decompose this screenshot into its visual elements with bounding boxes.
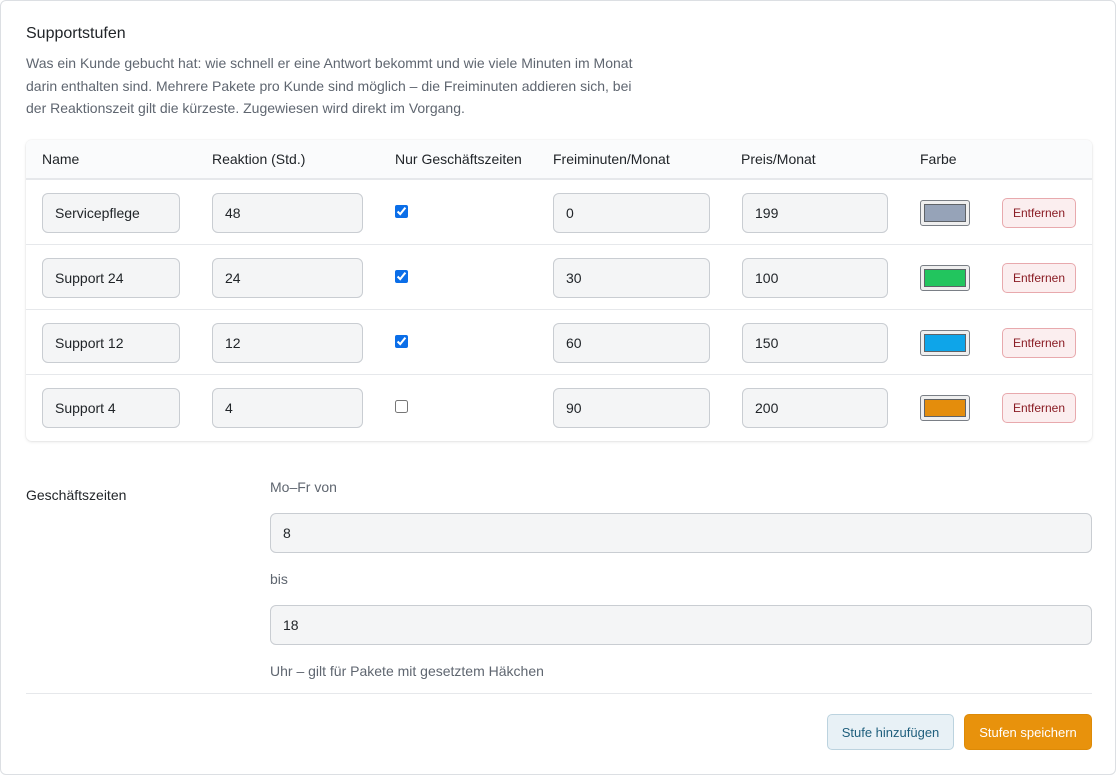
tiers-table xyxy=(26,140,1092,441)
header-business-hours-only: Nur Geschäftszeiten xyxy=(395,151,522,167)
business-hours-only-checkbox[interactable] xyxy=(395,205,408,218)
color-swatch xyxy=(924,334,966,352)
remove-tier-button[interactable]: Entfernen xyxy=(1002,198,1076,228)
free-minutes-input[interactable] xyxy=(553,193,710,233)
business-hours-from-input[interactable] xyxy=(270,513,1092,553)
page-title: Supportstufen xyxy=(26,25,126,42)
tier-name-input[interactable] xyxy=(42,388,180,428)
business-hours-only-checkbox[interactable] xyxy=(395,335,408,348)
reaction-hours-input[interactable] xyxy=(212,323,363,363)
business-hours-from-label: Mo–Fr von xyxy=(270,479,337,495)
business-hours-only-checkbox[interactable] xyxy=(395,270,408,283)
business-hours-to-input[interactable] xyxy=(270,605,1092,645)
free-minutes-input[interactable] xyxy=(553,388,710,428)
save-tiers-button[interactable]: Stufen speichern xyxy=(964,714,1092,750)
tier-name-input[interactable] xyxy=(42,323,180,363)
color-swatch xyxy=(924,269,966,287)
header-reaction: Reaktion (Std.) xyxy=(212,151,306,167)
tier-name-input[interactable] xyxy=(42,193,180,233)
remove-tier-button[interactable]: Entfernen xyxy=(1002,263,1076,293)
tier-name-input[interactable] xyxy=(42,258,180,298)
free-minutes-input[interactable] xyxy=(553,323,710,363)
price-input[interactable] xyxy=(742,323,888,363)
business-hours-label: Geschäftszeiten xyxy=(26,487,127,503)
table-row xyxy=(26,375,1092,440)
color-picker[interactable] xyxy=(920,395,970,421)
table-row xyxy=(26,245,1092,310)
price-input[interactable] xyxy=(742,388,888,428)
reaction-hours-input[interactable] xyxy=(212,258,363,298)
remove-tier-button[interactable]: Entfernen xyxy=(1002,393,1076,423)
business-hours-hint: Uhr – gilt für Pakete mit gesetztem Häkchen xyxy=(270,663,544,679)
business-hours-to-label: bis xyxy=(270,571,288,587)
header-free-minutes: Freiminuten/Monat xyxy=(553,151,670,167)
header-name: Name xyxy=(42,151,80,167)
divider xyxy=(26,693,1092,694)
color-picker[interactable] xyxy=(920,200,970,226)
table-header xyxy=(26,140,1092,180)
business-hours-only-checkbox[interactable] xyxy=(395,400,408,413)
header-color: Farbe xyxy=(920,151,957,167)
page-description: Was ein Kunde gebucht hat: wie schnell er eine Antwort bekommt und wie viele Minuten im Monat darin enthalten sind. Mehrere Pakete pro Kunde sind möglich – die Freiminuten addieren sich, bei der Reaktionszeit gilt die kürzeste. Zugewiesen wird direkt im Vorgang. xyxy=(26,55,633,116)
color-picker[interactable] xyxy=(920,265,970,291)
reaction-hours-input[interactable] xyxy=(212,193,363,233)
remove-tier-button[interactable]: Entfernen xyxy=(1002,328,1076,358)
free-minutes-input[interactable] xyxy=(553,258,710,298)
color-picker[interactable] xyxy=(920,330,970,356)
reaction-hours-input[interactable] xyxy=(212,388,363,428)
price-input[interactable] xyxy=(742,193,888,233)
table-row xyxy=(26,180,1092,245)
price-input[interactable] xyxy=(742,258,888,298)
color-swatch xyxy=(924,204,966,222)
add-tier-button[interactable]: Stufe hinzufügen xyxy=(827,714,954,750)
header-price: Preis/Monat xyxy=(741,151,816,167)
color-swatch xyxy=(924,399,966,417)
table-row xyxy=(26,310,1092,375)
